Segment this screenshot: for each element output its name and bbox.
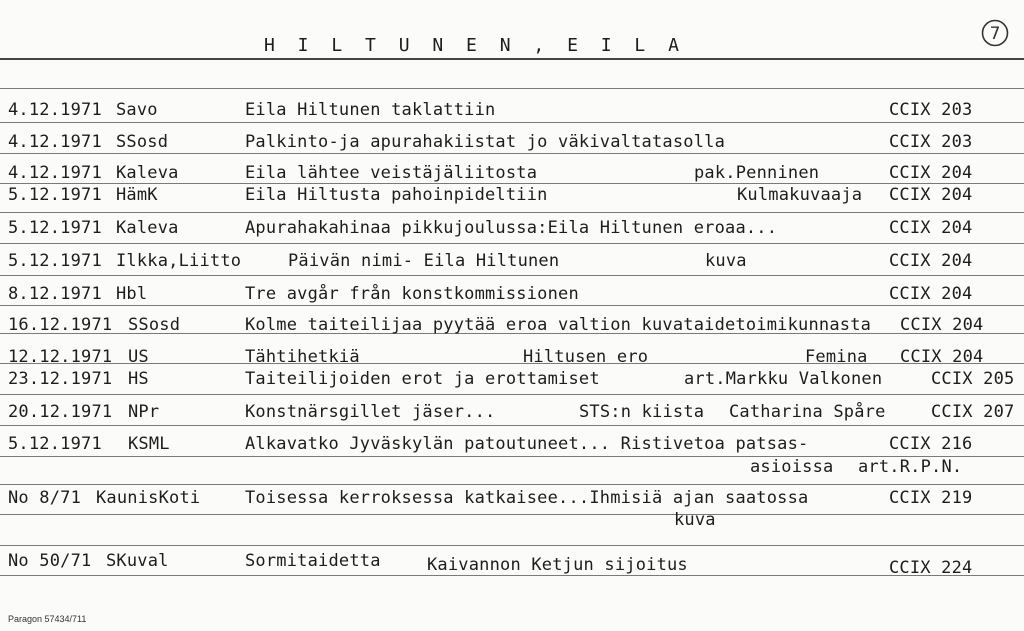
entry-source: HämK	[116, 185, 158, 205]
entry-headline: Alkavatko Jyväskylän patoutuneet... Ristivetoa patsas-	[245, 434, 809, 454]
entry-credit: kuva	[674, 510, 716, 530]
entry-reference: CCIX 204	[900, 347, 984, 367]
entry-source: Hbl	[116, 284, 148, 304]
rule-line	[0, 88, 1024, 89]
entry-credit: Catharina Spåre	[729, 402, 886, 422]
entry-source: US	[128, 347, 149, 367]
entry-date: 5.12.1971	[8, 218, 102, 238]
entry-reference: CCIX 205	[931, 369, 1015, 389]
rule-line	[0, 484, 1024, 485]
entry-date: 4.12.1971	[8, 132, 102, 152]
card-title: H I L T U N E N , E I L A	[264, 35, 685, 56]
entry-reference: CCIX 216	[889, 434, 973, 454]
entry-source: Kaleva	[116, 218, 179, 238]
entry-source: KaunisKoti	[96, 488, 201, 508]
entry-reference: CCIX 204	[889, 218, 973, 238]
entry-date: 12.12.1971	[8, 347, 113, 367]
entry-headline: Kolme taiteilijaa pyytää eroa valtion kuvataidetoimikunnasta	[245, 315, 872, 335]
entry-note: Hiltusen ero	[523, 347, 649, 367]
rule-line	[0, 122, 1024, 123]
rule-line	[0, 153, 1024, 154]
entry-date: 23.12.1971	[8, 369, 113, 389]
entry-reference: CCIX 203	[889, 100, 973, 120]
page-mark: 7	[989, 24, 1001, 44]
rule-line	[0, 394, 1024, 395]
entry-reference: CCIX 207	[931, 402, 1015, 422]
entry-credit: Kulmakuvaaja	[737, 185, 863, 205]
entry-date: 5.12.1971	[8, 251, 102, 271]
entry-headline: Päivän nimi- Eila Hiltunen	[288, 251, 560, 271]
entry-headline: Sormitaidetta	[245, 551, 381, 571]
entry-source: SKuval	[106, 551, 169, 571]
entry-reference: CCIX 204	[889, 185, 973, 205]
entry-date: 4.12.1971	[8, 100, 102, 120]
rule-line	[0, 183, 1024, 184]
entry-note: STS:n kiista	[579, 402, 705, 422]
rule-line	[0, 545, 1024, 546]
entry-headline: Toisessa kerroksessa katkaisee...Ihmisiä ajan saatossa	[245, 488, 809, 508]
entry-source: Savo	[116, 100, 158, 120]
entry-headline: Eila lähtee veistäjäliitosta	[245, 163, 538, 183]
entry-headline: Palkinto-ja apurahakiistat jo väkivaltatasolla	[245, 132, 726, 152]
entry-date: 5.12.1971	[8, 434, 102, 454]
entry-headline: Tre avgår från konstkommissionen	[245, 284, 579, 304]
rule-line	[0, 305, 1024, 306]
entry-date: No 50/71	[8, 551, 92, 571]
entry-note: Kaivannon Ketjun sijoitus	[427, 555, 688, 575]
rule-line	[0, 575, 1024, 576]
header-rule	[0, 58, 1024, 60]
entry-reference: CCIX 224	[889, 558, 973, 578]
entry-headline: Apurahakahinaa pikkujoulussa:Eila Hiltunen eroaa...	[245, 218, 778, 238]
rule-line	[0, 243, 1024, 244]
entry-credit: kuva	[705, 251, 747, 271]
entry-date: 8.12.1971	[8, 284, 102, 304]
rule-line	[0, 363, 1024, 364]
entry-date: No 8/71	[8, 488, 82, 508]
entry-headline: Konstnärsgillet jäser...	[245, 402, 496, 422]
rule-line	[0, 425, 1024, 426]
entry-headline: Eila Hiltusta pahoinpideltiin	[245, 185, 548, 205]
entry-reference: CCIX 204	[900, 315, 984, 335]
entry-reference: CCIX 219	[889, 488, 973, 508]
entry-date: 5.12.1971	[8, 185, 102, 205]
entry-headline: Taiteilijoiden erot ja erottamiset	[245, 369, 600, 389]
entry-source: Kaleva	[116, 163, 179, 183]
entry-credit: Femina	[805, 347, 868, 367]
entry-credit: art.R.P.N.	[858, 457, 963, 477]
entry-source: HS	[128, 369, 149, 389]
entry-source: NPr	[128, 402, 160, 422]
entry-source: Ilkka,Liitto	[116, 251, 242, 271]
entry-reference: CCIX 204	[889, 284, 973, 304]
entry-date: 16.12.1971	[8, 315, 113, 335]
entry-headline: Eila Hiltunen taklattiin	[245, 100, 496, 120]
printer-imprint: Paragon 57434/711	[8, 614, 87, 624]
entry-source: SSosd	[116, 132, 169, 152]
entry-credit: pak.Penninen	[694, 163, 820, 183]
entry-date: 4.12.1971	[8, 163, 102, 183]
entry-credit: art.Markku Valkonen	[684, 369, 883, 389]
entry-reference: CCIX 204	[889, 251, 973, 271]
rule-line	[0, 275, 1024, 276]
entry-date: 20.12.1971	[8, 402, 113, 422]
rule-line	[0, 212, 1024, 213]
entry-reference: CCIX 204	[889, 163, 973, 183]
entry-headline-continued: asioissa	[750, 457, 834, 477]
entry-reference: CCIX 203	[889, 132, 973, 152]
entry-headline: Tähtihetkiä	[245, 347, 360, 367]
circled-page-number-icon	[980, 18, 1010, 48]
rule-line	[0, 514, 1024, 515]
entry-source: SSosd	[128, 315, 181, 335]
entry-source: KSML	[128, 434, 170, 454]
